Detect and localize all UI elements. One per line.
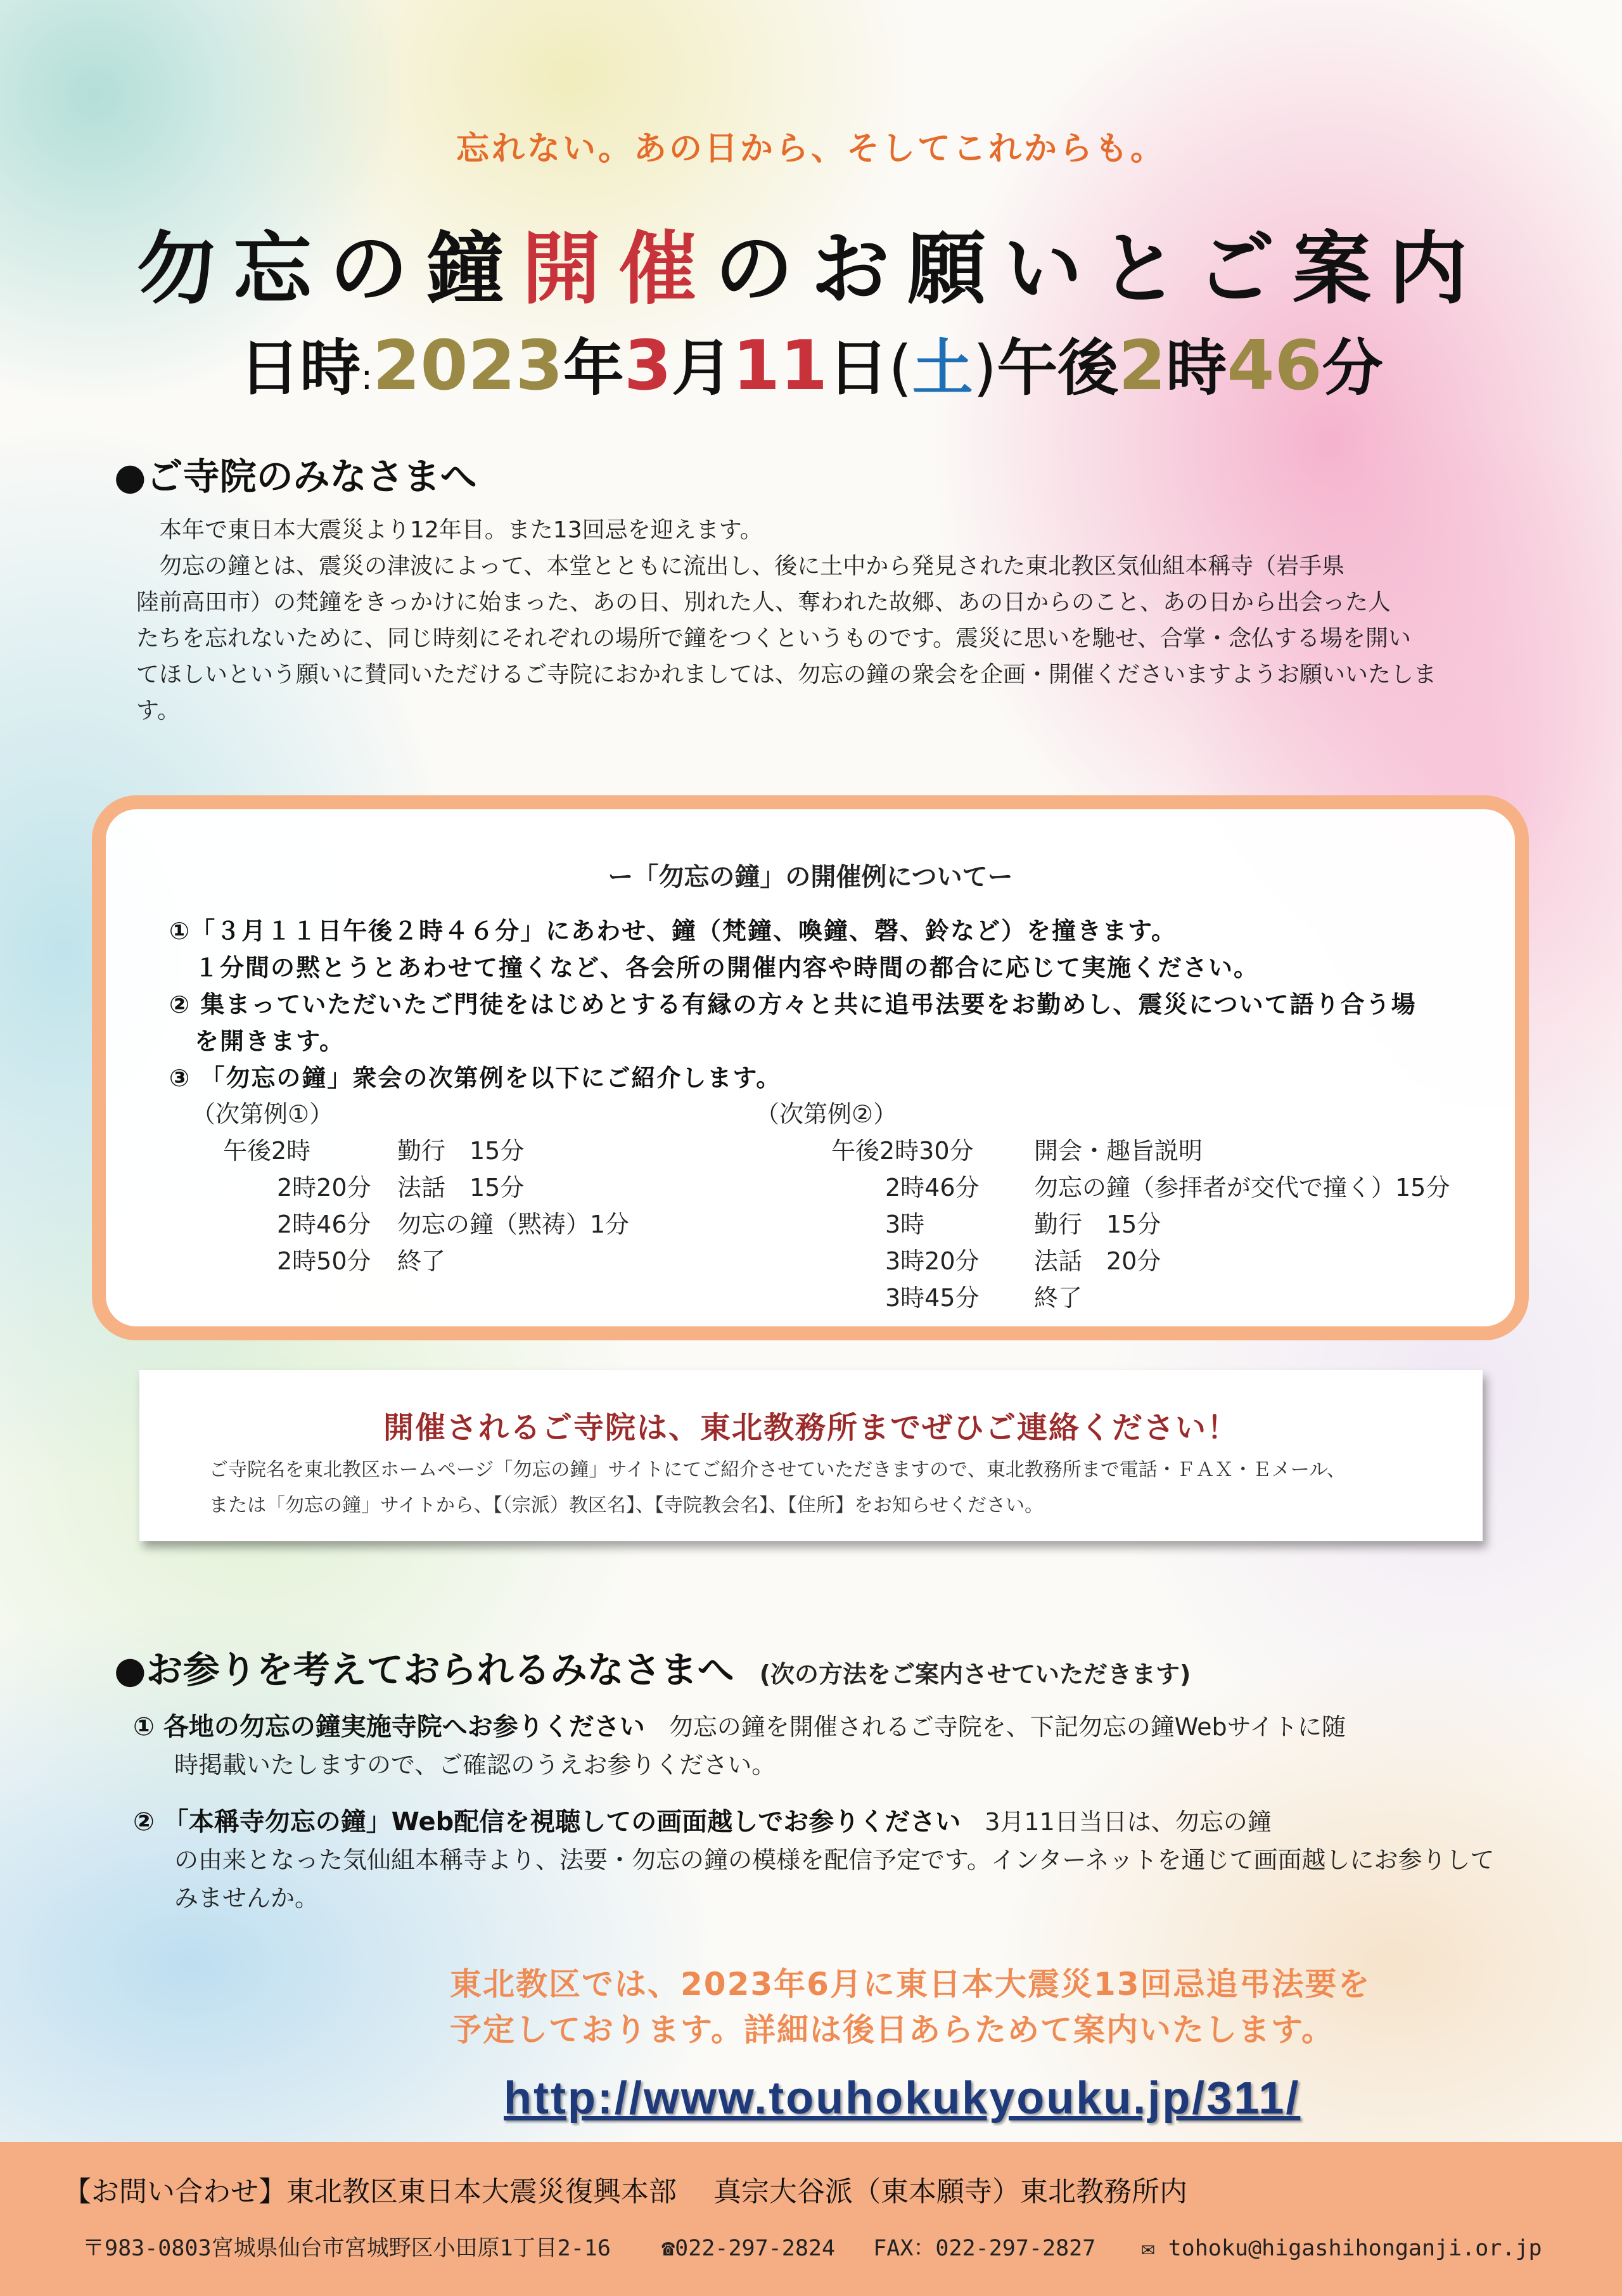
section1-line: 勿忘の鐘とは、震災の津波によって、本堂とともに流出し、後に土中から発見された東北教区気仙組本稱寺（岩手県 <box>136 553 1345 579</box>
tagline: 忘れない。あの日から、そしてこれからも。 <box>456 130 1166 168</box>
memorial-note-line: 予定しております。詳細は後日あらためて案内いたします。 <box>450 2011 1334 2048</box>
section2-subheading: (次の方法をご案内させていただきます) <box>759 1660 1191 1688</box>
panel-item: １分間の黙とうとあわせて撞くなど、各会所の開催内容や時間の都合に応じて実施ください。 <box>169 954 1260 982</box>
schedule2-row-item: 開会・趣旨説明 <box>1034 1137 1203 1165</box>
datetime-hour: 2 <box>1118 326 1166 406</box>
section2-heading <box>114 1640 1191 1693</box>
schedule1-row-item: 法話 15分 <box>397 1174 525 1202</box>
example-panel <box>92 795 1529 1340</box>
datetime-label: 日時 <box>239 333 361 404</box>
schedule2-row-time: 3時20分 <box>885 1247 980 1275</box>
phone-icon: ☎ <box>661 2236 675 2261</box>
title-part1: 勿忘の鐘 <box>136 224 522 315</box>
datetime-nichi: 日 <box>827 333 889 404</box>
contact-line: または「勿忘の鐘」サイトから、【（宗派）教区名】、【寺院教会名】、【住所】をお知らせください。 <box>209 1494 1044 1517</box>
section1-line: 本年で東日本大震災より12年目。また13回忌を迎えます。 <box>136 517 763 543</box>
datetime-dow-close: ) <box>973 333 997 404</box>
schedule2-row-time: 3時45分 <box>885 1284 980 1312</box>
section1-line: たちを忘れないために、同じ時刻にそれぞれの場所で鐘をつくというものです。震災に思いを馳せ、合掌・念仏する場を開い <box>136 625 1412 651</box>
visit-item-2-text3: みませんか。 <box>174 1884 319 1912</box>
schedule1-row-time: 午後2時 <box>223 1137 311 1165</box>
datetime-day: 11 <box>732 326 828 406</box>
section1-line: 陸前高田市）の梵鐘をきっかけに始まった、あの日、別れた人、奪われた故郷、あの日からのこと、あの日から出会った人 <box>136 589 1391 615</box>
footer-contact-details <box>82 2231 1542 2262</box>
panel-item: を開きます。 <box>169 1027 345 1055</box>
schedule1-row-time: 2時50分 <box>277 1247 371 1275</box>
visit-item-2 <box>133 1803 1527 1917</box>
datetime-year: 2023 <box>373 326 563 406</box>
memorial-note-line: 東北教区では、2023年6月に東日本大震災13回忌追弔法要を <box>450 1966 1371 2003</box>
schedule2-row-item: 法話 20分 <box>1034 1247 1161 1275</box>
datetime-minute: 46 <box>1227 326 1322 406</box>
section1-line: てほしいという願いに賛同いただけるご寺院におかれましては、勿忘の鐘の衆会を企画・開催くださいますようお願いいたしま <box>136 662 1437 688</box>
schedule1-row-item: 勿忘の鐘（黙祷）1分 <box>397 1210 630 1238</box>
panel-item: ② 集まっていただいたご門徒をはじめとする有縁の方々と共に追弔法要をお勤めし、震災について語り合う場 <box>169 991 1417 1018</box>
title-accent: 開催 <box>521 224 715 315</box>
visit-item-1-text2: 時掲載いたしますので、ご確認のうえお参りください。 <box>174 1751 776 1779</box>
schedule2-row-time: 午後2時30分 <box>831 1137 974 1165</box>
footer-fax: FAX：022-297-2827 <box>873 2236 1096 2261</box>
datetime-month: 3 <box>623 326 672 406</box>
datetime-nen: 年 <box>563 333 624 404</box>
panel-title: ー「勿忘の鐘」の開催例についてー <box>608 863 1013 892</box>
memorial-note <box>450 1961 1371 2053</box>
schedule1-label: （次第例①） <box>191 1100 334 1128</box>
website-link[interactable]: http://www.touhokukyouku.jp/311/ <box>504 2073 1301 2124</box>
visit-item-1-text: 勿忘の鐘を開催されるご寺院を、下記勿忘の鐘Webサイトに随 <box>644 1713 1346 1741</box>
datetime-day-of-week: 土 <box>912 333 973 404</box>
schedule1-row-item: 終了 <box>397 1247 446 1275</box>
visit-item-1 <box>133 1708 1514 1784</box>
page-title <box>0 206 1622 319</box>
footer-email[interactable]: tohoku@higashihonganji.or.jp <box>1168 2236 1542 2261</box>
contact-title: 開催されるご寺院は、東北教務所までぜひご連絡ください！ <box>383 1410 1239 1446</box>
footer-phone: 022-297-2824 <box>675 2236 836 2261</box>
schedule2-label: （次第例②） <box>755 1100 898 1128</box>
datetime-fun: 分 <box>1322 333 1383 404</box>
schedule2-row-time: 3時 <box>885 1210 925 1238</box>
datetime-ji: 時 <box>1166 333 1227 404</box>
event-datetime <box>0 320 1622 407</box>
section2-heading-text: ●お参りを考えておられるみなさまへ <box>114 1648 734 1691</box>
mail-icon: ✉ <box>1141 2236 1155 2261</box>
datetime-dow-open: ( <box>888 333 912 404</box>
panel-item: ③ 「勿忘の鐘」衆会の次第例を以下にご紹介します。 <box>169 1064 782 1092</box>
schedule1-row-item: 勤行 15分 <box>397 1137 525 1165</box>
schedule2-row-time: 2時46分 <box>885 1174 980 1202</box>
visit-item-2-text: 3月11日当日は、勿忘の鐘 <box>961 1808 1272 1836</box>
panel-item: ①「３月１１日午後２時４６分」にあわせ、鐘（梵鐘、喚鐘、磬、鈴など）を撞きます。 <box>169 917 1177 945</box>
schedule1-row-time: 2時20分 <box>277 1174 371 1202</box>
datetime-pm: 午後 <box>997 333 1119 404</box>
visit-item-2-title: ② 「本稱寺勿忘の鐘」Web配信を視聴しての画面越しでお参りください <box>133 1807 961 1837</box>
schedule2-row-item: 勿忘の鐘（参拝者が交代で撞く）15分 <box>1034 1174 1450 1202</box>
visit-item-2-text2: の由来となった気仙組本稱寺より、法要・勿忘の鐘の模様を配信予定です。インターネットを通じて画面越しにお参りして <box>174 1846 1495 1874</box>
contact-line: ご寺院名を東北教区ホームページ「勿忘の鐘」サイトにてご紹介させていただきますので、東北教務所まで電話・ＦＡＸ・Ｅメール、 <box>209 1459 1346 1481</box>
section1-line: す。 <box>136 698 181 724</box>
footer <box>0 2142 1622 2296</box>
schedule2-row-item: 勤行 15分 <box>1034 1210 1161 1238</box>
schedule2-row-item: 終了 <box>1034 1284 1083 1312</box>
title-part2: のお願いとご案内 <box>715 224 1486 315</box>
section1-body <box>136 512 1530 729</box>
schedule1-row-time: 2時46分 <box>277 1210 371 1238</box>
visit-item-1-title: ① 各地の勿忘の鐘実施寺院へお参りください <box>133 1712 645 1741</box>
panel-items <box>169 913 1500 1096</box>
contact-body <box>209 1453 1432 1523</box>
datetime-colon: : <box>361 357 373 398</box>
footer-contact-heading: 【お問い合わせ】東北教区東日本大震災復興本部 真宗大谷派（東本願寺）東北教務所内 <box>63 2176 1187 2208</box>
datetime-gatsu: 月 <box>671 333 732 404</box>
contact-box <box>139 1370 1483 1541</box>
section1-heading: ●ご寺院のみなさまへ <box>114 455 477 498</box>
footer-address: 〒983-0803宮城県仙台市宮城野区小田原1丁目2-16 <box>82 2236 611 2261</box>
